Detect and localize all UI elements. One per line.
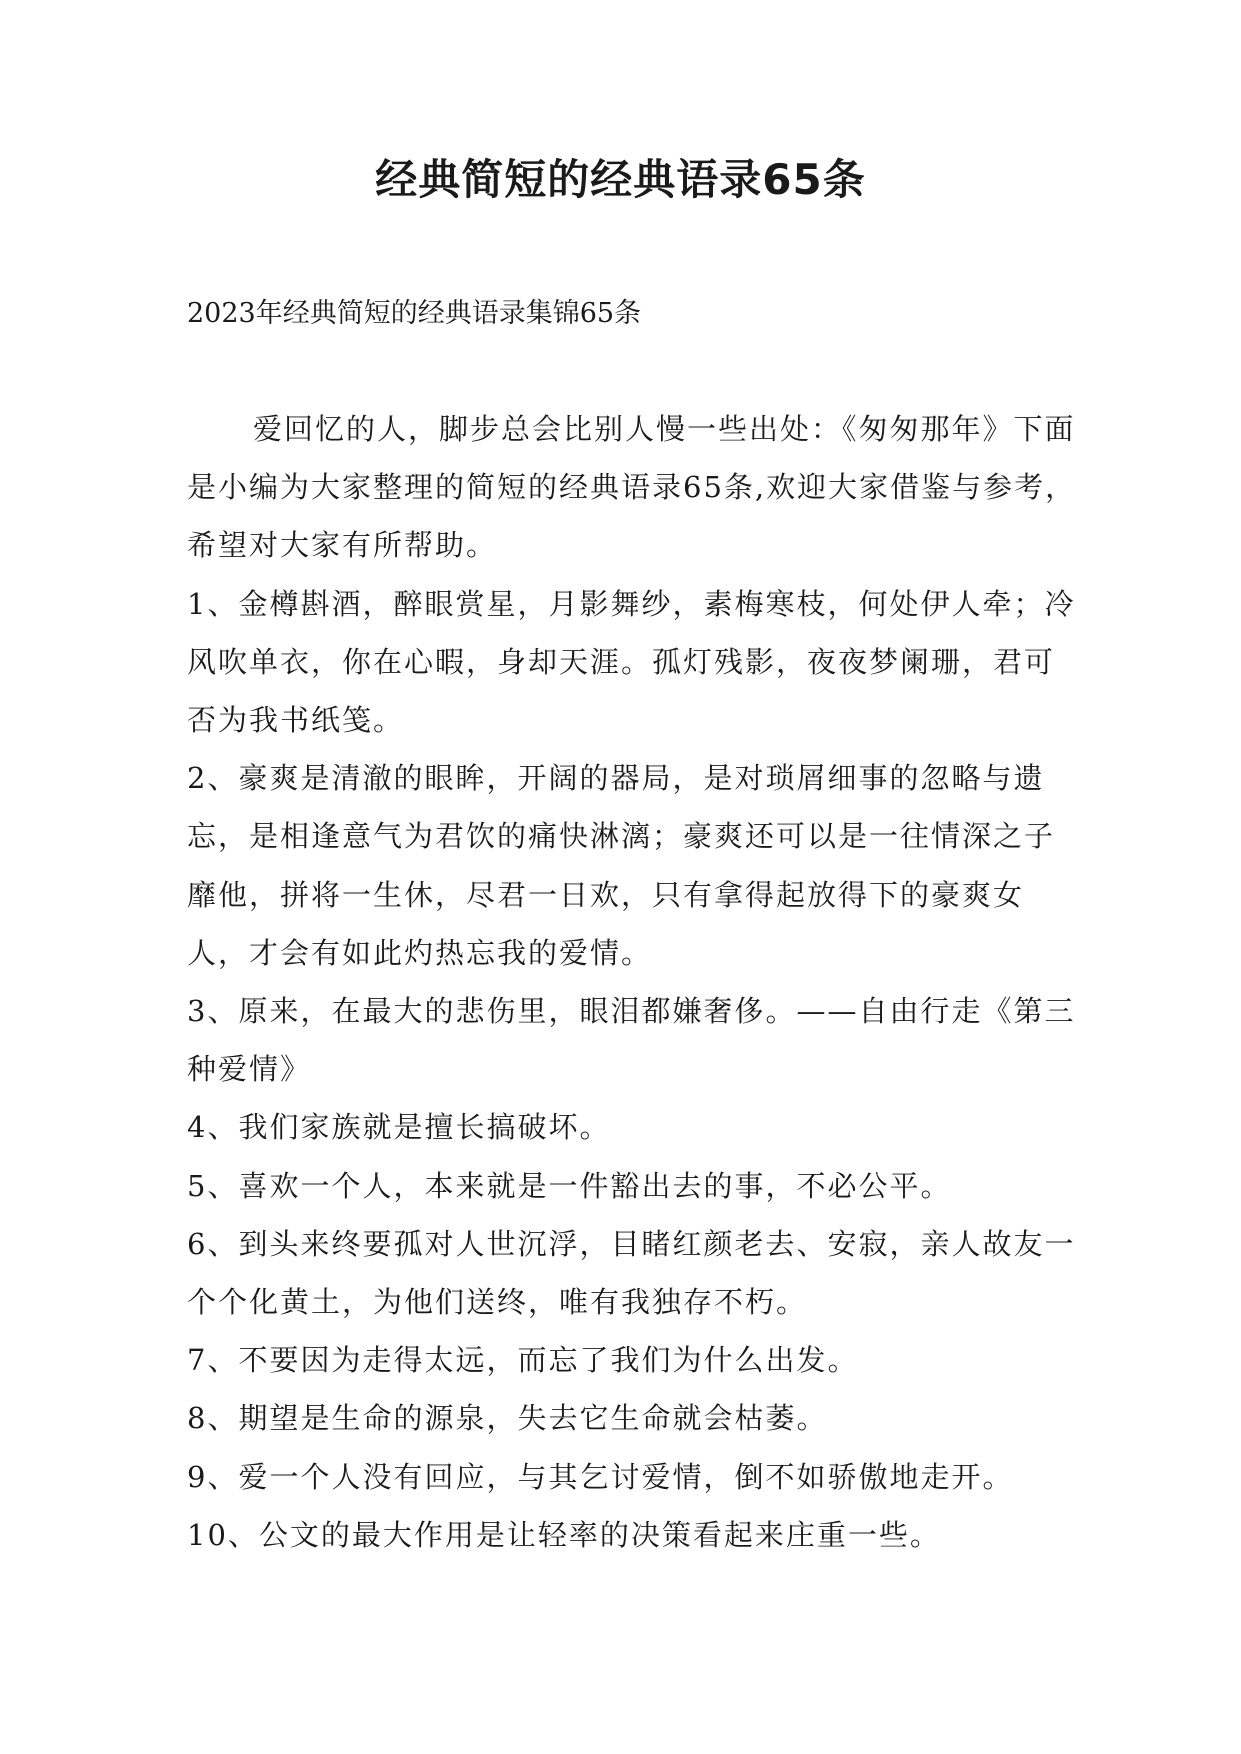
quote-item-4: 4、我们家族就是擅长搞破坏。 [187,1110,611,1145]
quote-item-1: 1、金樽斟酒，醉眼赏星，月影舞纱，素梅寒枝，何处伊人牵；冷风吹单衣，你在心暇，身却天涯。孤灯残影，夜夜梦阑珊，君可否为我书纸笺。 [187,586,1076,738]
document-body [187,400,1077,1564]
quote-item-6: 6、到头来终要孤对人世沉浮，目睹红颜老去、安寂，亲人故友一个个化黄土，为他们送终，唯有我独存不朽。 [187,1226,1076,1320]
document-subtitle: 2023年经典简短的经典语录集锦65条 [187,298,642,329]
quote-item-5: 5、喜欢一个人，本来就是一件豁出去的事，不必公平。 [187,1168,952,1203]
quote-item-7: 7、不要因为走得太远，而忘了我们为什么出发。 [187,1343,859,1378]
quote-item-9: 9、爱一个人没有回应，与其乞讨爱情，倒不如骄傲地走开。 [187,1459,1014,1494]
intro-paragraph: 爱回忆的人，脚步总会比别人慢一些出处：《匆匆那年》下面是小编为大家整理的简短的经典语录65条,欢迎大家借鉴与参考，希望对大家有所帮助。 [187,412,1077,563]
document-title: 经典简短的经典语录65条 [375,155,866,204]
quote-item-3: 3、原来，在最大的悲伤里，眼泪都嫌奢侈。——自由行走《第三种爱情》 [187,994,1076,1087]
quote-item-2: 2、豪爽是清澈的眼眸，开阔的器局，是对琐屑细事的忽略与遗忘，是相逢意气为君饮的痛快淋漓；豪爽还可以是一往情深之子靡他，拼将一生休，尽君一日欢，只有拿得起放得下的豪爽女人，才会有如此灼热忘我的爱情。 [187,761,1056,970]
quote-item-8: 8、期望是生命的源泉，失去它生命就会枯萎。 [187,1401,828,1436]
quote-item-10: 10、公文的最大作用是让轻率的决策看起来庄重一些。 [187,1517,941,1552]
